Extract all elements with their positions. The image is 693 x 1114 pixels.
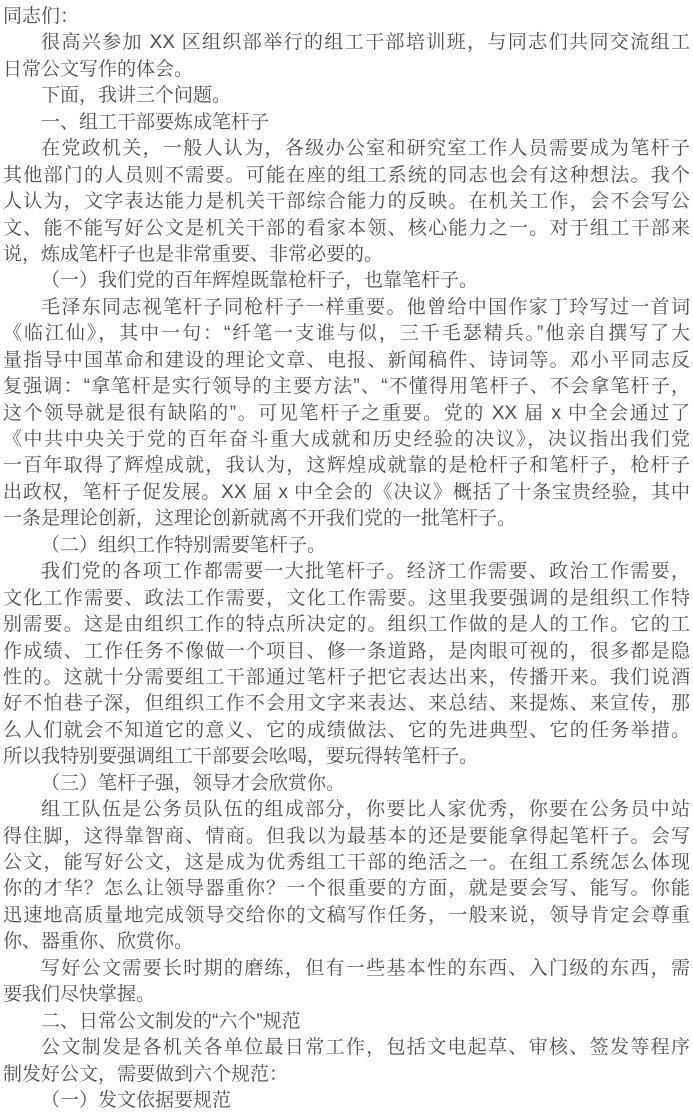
text-line: 量指导中国革命和建设的理论文章、电报、新闻稿件、诗词等。邓小平同志反 bbox=[3, 349, 690, 371]
text-line: 性的。这就十分需要组工干部通过笔杆子把它表达出来，传播开来。我们说酒 bbox=[3, 666, 690, 688]
text-line: 出政权，笔杆子促发展。XX 届 x 中全会的《决议》概括了十条宝贵经验，其中 bbox=[3, 481, 690, 503]
text-line: 得住脚，这得靠智商、情商。但我以为最基本的还是要能拿得起笔杆子。会写 bbox=[3, 825, 690, 847]
text-line: 迅速地高质量地完成领导交给你的文稿写作任务，一般来说，领导肯定会尊重 bbox=[3, 904, 690, 926]
text-line: （一）发文依据要规范 bbox=[41, 1089, 232, 1111]
text-line: 你的才华？怎么让领导器重你？一个很重要的方面，就是要会写、能写。你能 bbox=[3, 878, 690, 900]
text-line: 作成绩、工作任务不像做一个项目、修一条道路，是肉眼可视的，很多都是隐 bbox=[3, 640, 690, 662]
text-line: 二、日常公文制发的“六个”规范 bbox=[41, 1010, 301, 1032]
text-line: 《临江仙》，其中一句：“纤笔一支谁与似，三千毛瑟精兵。”他亲自撰写了大 bbox=[3, 323, 690, 345]
text-line: 人认为，文字表达能力是机关干部综合能力的反映。在机关工作，会不会写公 bbox=[3, 191, 690, 213]
text-line: 日常公文写作的体会。 bbox=[3, 58, 194, 80]
text-line: 说，炼成笔杆子也是非常重要、非常必要的。 bbox=[3, 243, 384, 265]
text-line: 别需要。这是由组织工作的特点所决定的。组织工作做的是人的工作。它的工 bbox=[3, 614, 690, 636]
text-line: 很高兴参加 XX 区组织部举行的组工干部培训班，与同志们共同交流组工 bbox=[41, 32, 690, 54]
text-line: 你、器重你、欣赏你。 bbox=[3, 931, 194, 953]
text-line: 一百年取得了辉煌成就，我认为，这辉煌成就靠的是枪杆子和笔杆子，枪杆子 bbox=[3, 455, 690, 477]
text-line: 一条是理论创新，这理论创新就离不开我们党的一批笔杆子。 bbox=[3, 508, 517, 530]
text-line: （一）我们党的百年辉煌既靠枪杆子，也靠笔杆子。 bbox=[41, 270, 479, 292]
text-line: 制发好公文，需要做到六个规范： bbox=[3, 1063, 289, 1085]
text-line: 其他部门的人员则不需要。可能在座的组工系统的同志也会有这种想法。我个 bbox=[3, 164, 690, 186]
text-line: 组工队伍是公务员队伍的组成部分，你要比人家优秀，你要在公务员中站 bbox=[41, 799, 690, 821]
text-line: 毛泽东同志视笔杆子同枪杆子一样重要。他曾给中国作家丁玲写过一首词 bbox=[41, 296, 690, 318]
text-line: 在党政机关，一般人认为，各级办公室和研究室工作人员需要成为笔杆子 bbox=[41, 138, 690, 160]
document-body bbox=[3, 4, 690, 1114]
text-line: 下面，我讲三个问题。 bbox=[41, 85, 232, 107]
text-line: 《中共中央关于党的百年奋斗重大成就和历史经验的决议》，决议指出我们党 bbox=[3, 429, 690, 450]
text-line: 文、能不能写好公文是机关干部的看家本领、核心能力之一。对于组工干部来 bbox=[3, 217, 690, 239]
text-line: 公文制发是各机关各单位最日常工作，包括文电起草、审核、签发等程序 bbox=[41, 1037, 690, 1059]
text-line: 要我们尽快掌握。 bbox=[3, 984, 156, 1006]
text-line: 文化工作需要、政法工作需要，文化工作需要。这里我要强调的是组织工作特 bbox=[3, 587, 690, 609]
text-line: 所以我特别要强调组工干部要会吆喝，要玩得转笔杆子。 bbox=[3, 746, 479, 768]
text-line: 复强调：“拿笔杆是实行领导的主要方法”、“不懂得用笔杆子、不会拿笔杆子， bbox=[3, 376, 690, 398]
text-line: 公文，能写好公文，这是成为优秀组工干部的绝活之一。在组工系统怎么体现 bbox=[3, 852, 690, 873]
text-line: 一、组工干部要炼成笔杆子 bbox=[41, 111, 270, 133]
text-line: 同志们： bbox=[3, 6, 80, 27]
text-line: 我们党的各项工作都需要一大批笔杆子。经济工作需要、政治工作需要， bbox=[41, 561, 690, 583]
text-line: 写好公文需要长时期的磨练，但有一些基本性的东西、入门级的东西，需 bbox=[41, 957, 690, 979]
text-line: （二）组织工作特别需要笔杆子。 bbox=[41, 534, 327, 556]
text-line: 这个领导就是很有缺陷的”。可见笔杆子之重要。党的 XX 届 x 中全会通过了 bbox=[3, 402, 690, 424]
text-line: 么人们就会不知道它的意义、它的成绩做法、它的先进典型、它的任务举措。 bbox=[3, 719, 690, 741]
text-line: （三）笔杆子强，领导才会欣赏你。 bbox=[41, 772, 346, 794]
text-line: 好不怕巷子深，但组织工作不会用文字来表达、来总结、来提炼、来宣传，那 bbox=[3, 693, 690, 715]
